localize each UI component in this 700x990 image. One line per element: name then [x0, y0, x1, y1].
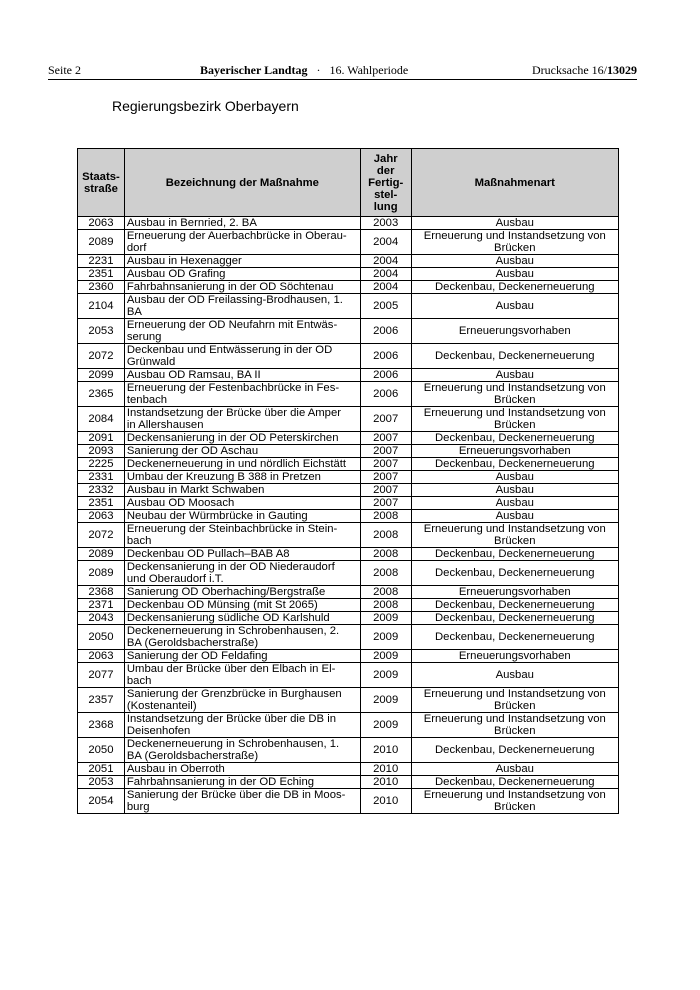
cell-jahr: 2009 — [360, 713, 411, 738]
cell-bezeichnung — [124, 663, 360, 688]
cell-massnahmenart-line: Brücken — [494, 725, 536, 737]
cell-bezeichnung-line: Sanierung der Grenzbrücke in Burghausen — [126, 688, 342, 700]
cell-massnahmenart — [411, 650, 618, 663]
cell-massnahmenart-line: Brücken — [494, 419, 536, 431]
cell-bezeichnung-line: Sanierung der OD Feldafing — [126, 650, 268, 662]
cell-bezeichnung — [124, 294, 360, 319]
cell-massnahmenart-line: Brücken — [494, 801, 536, 813]
cell-staatsstrasse: 2053 — [78, 319, 125, 344]
cell-massnahmenart — [411, 268, 618, 281]
cell-jahr: 2006 — [360, 319, 411, 344]
cell-massnahmenart — [411, 484, 618, 497]
cell-bezeichnung-line: und Oberaudorf i.T. — [126, 573, 224, 585]
cell-massnahmenart — [411, 445, 618, 458]
cell-massnahmenart — [411, 369, 618, 382]
cell-staatsstrasse: 2089 — [78, 230, 125, 255]
section-title: Regierungsbezirk Oberbayern — [112, 98, 299, 114]
cell-bezeichnung-line: BA (Geroldsbacherstraße) — [126, 637, 259, 649]
cell-staatsstrasse: 2089 — [78, 561, 125, 586]
legislative-period: 16. Wahlperiode — [329, 63, 409, 77]
cell-massnahmenart-line: Deckenbau, Deckenerneuerung — [435, 744, 595, 756]
table-row — [78, 625, 619, 650]
cell-massnahmenart — [411, 561, 618, 586]
cell-massnahmenart-line: Erneuerung und Instandsetzung von — [423, 523, 606, 535]
cell-massnahmenart — [411, 281, 618, 294]
cell-bezeichnung — [124, 599, 360, 612]
header-divider — [48, 79, 637, 80]
cell-bezeichnung-line: BA (Geroldsbacherstraße) — [126, 750, 259, 762]
table-row — [78, 510, 619, 523]
cell-bezeichnung-line: Grünwald — [126, 356, 176, 368]
cell-staatsstrasse: 2063 — [78, 510, 125, 523]
cell-bezeichnung — [124, 561, 360, 586]
cell-massnahmenart — [411, 586, 618, 599]
cell-bezeichnung-line: Ausbau OD Grafing — [126, 268, 226, 280]
table-row — [78, 319, 619, 344]
table-row — [78, 738, 619, 763]
cell-bezeichnung — [124, 281, 360, 294]
cell-bezeichnung — [124, 523, 360, 548]
cell-jahr: 2007 — [360, 445, 411, 458]
cell-staatsstrasse: 2051 — [78, 763, 125, 776]
cell-bezeichnung-line: Umbau der Kreuzung B 388 in Pretzen — [126, 471, 321, 483]
cell-bezeichnung-line: Deisenhofen — [126, 725, 191, 737]
cell-staatsstrasse: 2093 — [78, 445, 125, 458]
cell-bezeichnung-line: Ausbau der OD Freilassing-Brodhausen, 1. — [126, 294, 343, 306]
cell-bezeichnung — [124, 497, 360, 510]
table-header-row — [78, 149, 619, 217]
cell-staatsstrasse: 2351 — [78, 497, 125, 510]
cell-massnahmenart-line: Deckenbau, Deckenerneuerung — [435, 567, 595, 579]
cell-bezeichnung-line: Ausbau OD Moosach — [126, 497, 235, 509]
cell-bezeichnung-line: bach — [126, 675, 152, 687]
cell-massnahmenart-line: Brücken — [494, 535, 536, 547]
cell-bezeichnung-line: Erneuerung der Auerbachbrücke in Oberau- — [126, 230, 347, 242]
table-row — [78, 281, 619, 294]
cell-staatsstrasse: 2050 — [78, 625, 125, 650]
cell-jahr: 2007 — [360, 484, 411, 497]
cell-massnahmenart — [411, 612, 618, 625]
cell-bezeichnung-line: Fahrbahnsanierung in der OD Söchtenau — [126, 281, 334, 293]
cell-bezeichnung-line: BA — [126, 306, 142, 318]
cell-bezeichnung-line: Ausbau OD Ramsau, BA II — [126, 369, 261, 381]
table-row — [78, 432, 619, 445]
cell-jahr: 2004 — [360, 255, 411, 268]
cell-staatsstrasse: 2368 — [78, 586, 125, 599]
page-header — [48, 63, 637, 79]
cell-bezeichnung-line: Deckenbau und Entwässerung in der OD — [126, 344, 333, 356]
cell-bezeichnung-line: in Allershausen — [126, 419, 204, 431]
cell-staatsstrasse: 2225 — [78, 458, 125, 471]
table-row — [78, 548, 619, 561]
table-row — [78, 344, 619, 369]
cell-massnahmenart-line: Ausbau — [495, 268, 534, 280]
cell-bezeichnung-line: Erneuerung der Steinbachbrücke in Stein- — [126, 523, 338, 535]
cell-staatsstrasse: 2072 — [78, 344, 125, 369]
cell-bezeichnung — [124, 344, 360, 369]
cell-massnahmenart-line: Erneuerungsvorhaben — [458, 586, 571, 598]
cell-bezeichnung-line: Deckenerneuerung in und nördlich Eichstätt — [126, 458, 347, 470]
page-number: Seite 2 — [48, 63, 81, 77]
cell-bezeichnung-line: Deckensanierung in der OD Niederaudorf — [126, 561, 335, 573]
table-row — [78, 369, 619, 382]
cell-jahr: 2007 — [360, 407, 411, 432]
cell-staatsstrasse: 2053 — [78, 776, 125, 789]
cell-bezeichnung-line: Ausbau in Hexenagger — [126, 255, 242, 267]
cell-jahr: 2006 — [360, 344, 411, 369]
table-row — [78, 382, 619, 407]
cell-massnahmenart-line: Deckenbau, Deckenerneuerung — [435, 281, 595, 293]
cell-staatsstrasse: 2091 — [78, 432, 125, 445]
cell-massnahmenart-line: Deckenbau, Deckenerneuerung — [435, 432, 595, 444]
cell-bezeichnung — [124, 432, 360, 445]
cell-bezeichnung — [124, 319, 360, 344]
cell-jahr: 2006 — [360, 382, 411, 407]
doc-number: 13029 — [607, 63, 637, 77]
col-header-staatsstrasse: Staats- straße — [78, 149, 125, 217]
table-row — [78, 268, 619, 281]
cell-massnahmenart — [411, 294, 618, 319]
cell-jahr: 2010 — [360, 789, 411, 814]
table-row — [78, 776, 619, 789]
table-row — [78, 445, 619, 458]
cell-bezeichnung — [124, 255, 360, 268]
table-row — [78, 663, 619, 688]
cell-bezeichnung-line: Sanierung der Brücke über die DB in Moos- — [126, 789, 346, 801]
cell-jahr: 2005 — [360, 294, 411, 319]
table-row — [78, 789, 619, 814]
cell-bezeichnung-line: burg — [126, 801, 150, 813]
cell-staatsstrasse: 2063 — [78, 650, 125, 663]
cell-bezeichnung-line: serung — [126, 331, 162, 343]
cell-massnahmenart-line: Erneuerung und Instandsetzung von — [423, 789, 606, 801]
cell-bezeichnung — [124, 776, 360, 789]
cell-jahr: 2008 — [360, 586, 411, 599]
cell-staatsstrasse: 2050 — [78, 738, 125, 763]
cell-bezeichnung-line: tenbach — [126, 394, 168, 406]
table-row — [78, 230, 619, 255]
cell-massnahmenart-line: Ausbau — [495, 484, 534, 496]
doc-prefix: Drucksache 16/ — [532, 63, 607, 77]
cell-massnahmenart — [411, 432, 618, 445]
cell-jahr: 2010 — [360, 776, 411, 789]
cell-massnahmenart-line: Ausbau — [495, 255, 534, 267]
cell-massnahmenart — [411, 789, 618, 814]
cell-jahr: 2009 — [360, 650, 411, 663]
table-row — [78, 484, 619, 497]
cell-bezeichnung — [124, 586, 360, 599]
cell-massnahmenart-line: Deckenbau, Deckenerneuerung — [435, 612, 595, 624]
cell-massnahmenart-line: Ausbau — [495, 510, 534, 522]
cell-staatsstrasse: 2089 — [78, 548, 125, 561]
cell-jahr: 2004 — [360, 230, 411, 255]
cell-jahr: 2008 — [360, 510, 411, 523]
cell-staatsstrasse: 2043 — [78, 612, 125, 625]
cell-bezeichnung-line: Deckenerneuerung in Schrobenhausen, 1. — [126, 738, 340, 750]
cell-jahr: 2010 — [360, 738, 411, 763]
cell-bezeichnung — [124, 382, 360, 407]
cell-bezeichnung — [124, 548, 360, 561]
cell-bezeichnung-line: dorf — [126, 242, 147, 254]
cell-jahr: 2009 — [360, 663, 411, 688]
cell-massnahmenart — [411, 497, 618, 510]
cell-massnahmenart — [411, 763, 618, 776]
cell-massnahmenart — [411, 217, 618, 230]
cell-bezeichnung — [124, 625, 360, 650]
cell-massnahmenart-line: Deckenbau, Deckenerneuerung — [435, 776, 595, 788]
cell-staatsstrasse: 2099 — [78, 369, 125, 382]
cell-jahr: 2007 — [360, 471, 411, 484]
cell-bezeichnung-line: (Kostenanteil) — [126, 700, 197, 712]
table-row — [78, 612, 619, 625]
cell-bezeichnung — [124, 738, 360, 763]
cell-massnahmenart-line: Erneuerungsvorhaben — [458, 445, 571, 457]
cell-massnahmenart-line: Deckenbau, Deckenerneuerung — [435, 599, 595, 611]
cell-staatsstrasse: 2351 — [78, 268, 125, 281]
cell-staatsstrasse: 2063 — [78, 217, 125, 230]
cell-massnahmenart — [411, 344, 618, 369]
cell-massnahmenart-line: Ausbau — [495, 471, 534, 483]
header-center — [200, 63, 408, 78]
cell-massnahmenart-line: Ausbau — [495, 669, 534, 681]
cell-bezeichnung-line: Erneuerung der Festenbachbrücke in Fes- — [126, 382, 340, 394]
cell-bezeichnung-line: Ausbau in Bernried, 2. BA — [126, 217, 257, 229]
cell-bezeichnung-line: Instandsetzung der Brücke über die DB in — [126, 713, 336, 725]
table-row — [78, 407, 619, 432]
cell-jahr: 2007 — [360, 432, 411, 445]
cell-staatsstrasse: 2084 — [78, 407, 125, 432]
cell-massnahmenart-line: Erneuerung und Instandsetzung von — [423, 382, 606, 394]
table-body — [78, 217, 619, 814]
cell-staatsstrasse: 2331 — [78, 471, 125, 484]
document-number — [532, 63, 637, 78]
cell-bezeichnung-line: Deckensanierung in der OD Peterskirchen — [126, 432, 339, 444]
cell-bezeichnung-line: Sanierung der OD Aschau — [126, 445, 259, 457]
cell-bezeichnung — [124, 484, 360, 497]
cell-jahr: 2008 — [360, 561, 411, 586]
cell-jahr: 2004 — [360, 281, 411, 294]
cell-staatsstrasse: 2332 — [78, 484, 125, 497]
cell-massnahmenart — [411, 776, 618, 789]
cell-bezeichnung — [124, 612, 360, 625]
cell-jahr: 2006 — [360, 369, 411, 382]
table-row — [78, 561, 619, 586]
cell-bezeichnung — [124, 217, 360, 230]
cell-bezeichnung — [124, 268, 360, 281]
cell-bezeichnung-line: Neubau der Würmbrücke in Gauting — [126, 510, 308, 522]
cell-bezeichnung-line: Erneuerung der OD Neufahrn mit Entwäs- — [126, 319, 338, 331]
cell-bezeichnung-line: Ausbau in Markt Schwaben — [126, 484, 265, 496]
table-row — [78, 523, 619, 548]
cell-bezeichnung-line: Deckensanierung südliche OD Karlshuld — [126, 612, 330, 624]
cell-massnahmenart — [411, 382, 618, 407]
col-header-jahr: Jahr der Fertig- stel- lung — [360, 149, 411, 217]
cell-bezeichnung-line: Deckenerneuerung in Schrobenhausen, 2. — [126, 625, 340, 637]
cell-bezeichnung — [124, 458, 360, 471]
table-row — [78, 294, 619, 319]
header-separator: · — [316, 63, 321, 77]
cell-bezeichnung-line: bach — [126, 535, 152, 547]
table-row — [78, 599, 619, 612]
cell-massnahmenart-line: Deckenbau, Deckenerneuerung — [435, 631, 595, 643]
table-row — [78, 497, 619, 510]
col-header-massnahmenart: Maßnahmenart — [411, 149, 618, 217]
table-row — [78, 471, 619, 484]
cell-bezeichnung — [124, 471, 360, 484]
cell-massnahmenart-line: Erneuerung und Instandsetzung von — [423, 688, 606, 700]
cell-jahr: 2009 — [360, 625, 411, 650]
cell-massnahmenart — [411, 688, 618, 713]
cell-massnahmenart — [411, 599, 618, 612]
cell-massnahmenart-line: Ausbau — [495, 763, 534, 775]
cell-massnahmenart — [411, 471, 618, 484]
table-row — [78, 586, 619, 599]
cell-massnahmenart-line: Erneuerung und Instandsetzung von — [423, 713, 606, 725]
cell-bezeichnung — [124, 789, 360, 814]
cell-jahr: 2010 — [360, 763, 411, 776]
cell-bezeichnung — [124, 445, 360, 458]
cell-bezeichnung — [124, 510, 360, 523]
cell-bezeichnung-line: Fahrbahnsanierung in der OD Eching — [126, 776, 315, 788]
cell-jahr: 2008 — [360, 523, 411, 548]
cell-massnahmenart — [411, 319, 618, 344]
cell-massnahmenart-line: Deckenbau, Deckenerneuerung — [435, 548, 595, 560]
cell-massnahmenart-line: Erneuerungsvorhaben — [458, 650, 571, 662]
cell-massnahmenart — [411, 230, 618, 255]
cell-massnahmenart — [411, 713, 618, 738]
cell-staatsstrasse: 2231 — [78, 255, 125, 268]
cell-massnahmenart — [411, 458, 618, 471]
table-row — [78, 688, 619, 713]
cell-massnahmenart — [411, 738, 618, 763]
cell-staatsstrasse: 2371 — [78, 599, 125, 612]
cell-massnahmenart — [411, 625, 618, 650]
cell-jahr: 2008 — [360, 599, 411, 612]
col-header-bezeichnung: Bezeichnung der Maßnahme — [124, 149, 360, 217]
cell-massnahmenart-line: Ausbau — [495, 497, 534, 509]
cell-staatsstrasse: 2360 — [78, 281, 125, 294]
cell-jahr: 2008 — [360, 548, 411, 561]
cell-jahr: 2007 — [360, 497, 411, 510]
cell-massnahmenart-line: Ausbau — [495, 300, 534, 312]
cell-jahr: 2007 — [360, 458, 411, 471]
table-row — [78, 255, 619, 268]
cell-massnahmenart-line: Ausbau — [495, 217, 534, 229]
cell-bezeichnung — [124, 713, 360, 738]
cell-bezeichnung — [124, 650, 360, 663]
cell-staatsstrasse: 2054 — [78, 789, 125, 814]
cell-bezeichnung — [124, 369, 360, 382]
table-row — [78, 763, 619, 776]
cell-jahr: 2009 — [360, 688, 411, 713]
cell-staatsstrasse: 2357 — [78, 688, 125, 713]
cell-jahr: 2009 — [360, 612, 411, 625]
cell-massnahmenart-line: Erneuerung und Instandsetzung von — [423, 407, 606, 419]
table-row — [78, 217, 619, 230]
cell-bezeichnung-line: Sanierung OD Oberhaching/Bergstraße — [126, 586, 326, 598]
cell-massnahmenart-line: Erneuerung und Instandsetzung von — [423, 230, 606, 242]
cell-massnahmenart-line: Brücken — [494, 700, 536, 712]
cell-massnahmenart — [411, 523, 618, 548]
cell-massnahmenart-line: Brücken — [494, 242, 536, 254]
cell-bezeichnung — [124, 688, 360, 713]
cell-massnahmenart — [411, 407, 618, 432]
cell-massnahmenart-line: Brücken — [494, 394, 536, 406]
cell-massnahmenart-line: Ausbau — [495, 369, 534, 381]
cell-bezeichnung — [124, 763, 360, 776]
cell-massnahmenart-line: Deckenbau, Deckenerneuerung — [435, 350, 595, 362]
cell-bezeichnung — [124, 230, 360, 255]
cell-staatsstrasse: 2077 — [78, 663, 125, 688]
cell-bezeichnung-line: Umbau der Brücke über den Elbach in El- — [126, 663, 336, 675]
cell-massnahmenart — [411, 663, 618, 688]
cell-bezeichnung — [124, 407, 360, 432]
table-row — [78, 650, 619, 663]
cell-massnahmenart-line: Erneuerungsvorhaben — [458, 325, 571, 337]
cell-bezeichnung-line: Ausbau in Oberroth — [126, 763, 225, 775]
parliament-name: Bayerischer Landtag — [200, 63, 308, 77]
cell-massnahmenart — [411, 510, 618, 523]
cell-bezeichnung-line: Deckenbau OD Münsing (mit St 2065) — [126, 599, 318, 611]
cell-bezeichnung-line: Deckenbau OD Pullach–BAB A8 — [126, 548, 290, 560]
cell-bezeichnung-line: Instandsetzung der Brücke über die Amper — [126, 407, 342, 419]
cell-staatsstrasse: 2368 — [78, 713, 125, 738]
cell-massnahmenart — [411, 255, 618, 268]
cell-staatsstrasse: 2104 — [78, 294, 125, 319]
table-row — [78, 713, 619, 738]
cell-jahr: 2004 — [360, 268, 411, 281]
table-row — [78, 458, 619, 471]
cell-jahr: 2003 — [360, 217, 411, 230]
measures-table — [77, 148, 619, 814]
cell-massnahmenart — [411, 548, 618, 561]
cell-staatsstrasse: 2072 — [78, 523, 125, 548]
cell-massnahmenart-line: Deckenbau, Deckenerneuerung — [435, 458, 595, 470]
cell-staatsstrasse: 2365 — [78, 382, 125, 407]
